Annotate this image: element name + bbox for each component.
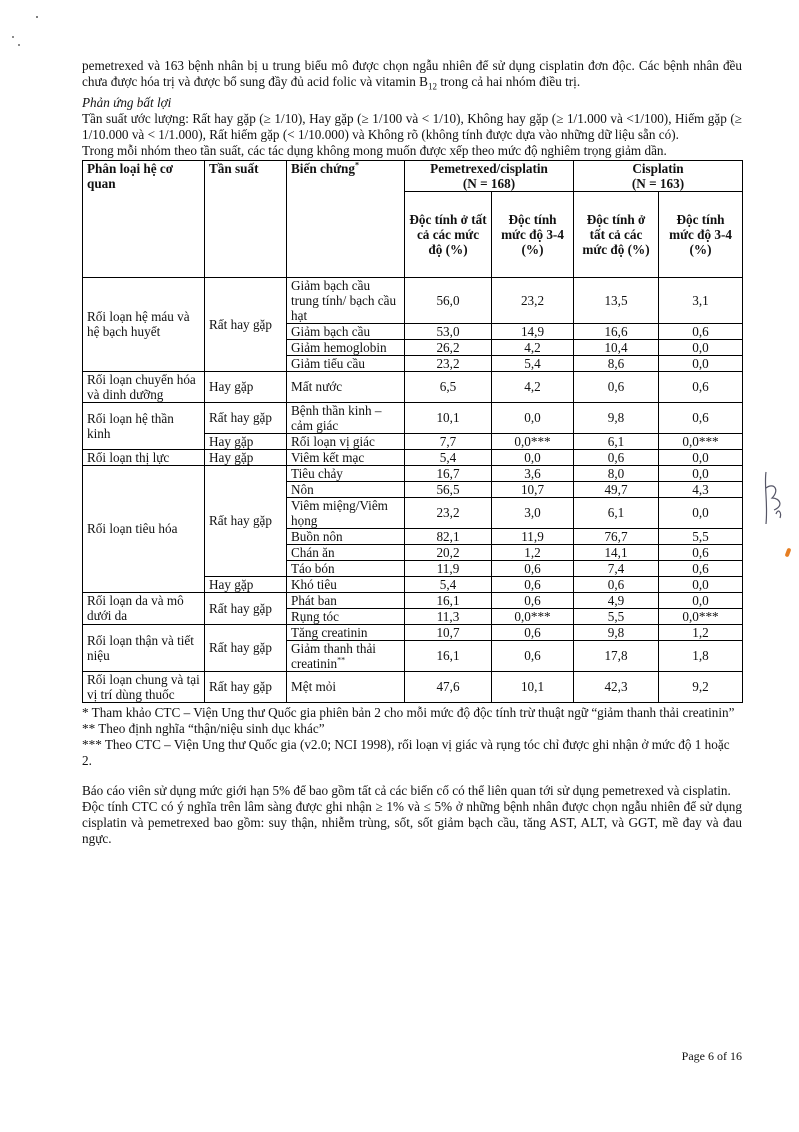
frequency-cell: Rất hay gặp: [205, 402, 287, 433]
system-cell: Rối loạn thận và tiết niệu: [83, 624, 205, 671]
header-group2-name: Cisplatin: [632, 160, 684, 176]
value-cell: 10,7: [405, 624, 492, 640]
header-event-text: Biến chứng: [291, 160, 355, 176]
value-cell: 0,6: [492, 560, 574, 576]
value-cell: 11,3: [405, 608, 492, 624]
value-cell: 23,2: [405, 497, 492, 528]
value-cell: 23,2: [492, 277, 574, 323]
value-cell: 9,8: [574, 402, 659, 433]
table-row: [83, 592, 743, 608]
value-cell: 0,6: [659, 371, 743, 402]
value-cell: 20,2: [405, 544, 492, 560]
value-cell: 3,1: [659, 277, 743, 323]
value-cell: 14,1: [574, 544, 659, 560]
value-cell: 0,0: [659, 465, 743, 481]
value-cell: 56,0: [405, 277, 492, 323]
footnote-3: *** Theo CTC – Viện Ung thư Quốc gia (v2.0; NCI 1998), rối loạn vị giác và rụng tóc chỉ được ghi nhận ở mức độ 1 hoặc 2.: [82, 736, 730, 768]
value-cell: 0,0***: [659, 608, 743, 624]
value-cell: 0,0: [659, 592, 743, 608]
value-cell: 6,5: [405, 371, 492, 402]
frequency-cell: Rất hay gặp: [205, 277, 287, 371]
value-cell: 13,5: [574, 277, 659, 323]
intro-subscript: 12: [427, 81, 437, 92]
value-cell: 14,9: [492, 323, 574, 339]
value-cell: 16,1: [405, 640, 492, 671]
header-frequency: Tần suất: [205, 160, 287, 277]
event-cell: Viêm kết mạc: [287, 449, 405, 465]
header-group1-n: (N = 168): [462, 175, 516, 191]
value-cell: 49,7: [574, 481, 659, 497]
event-cell: Giảm hemoglobin: [287, 339, 405, 355]
value-cell: 82,1: [405, 528, 492, 544]
table-row: [83, 465, 743, 481]
header-group1-name: Pemetrexed/cisplatin: [430, 160, 548, 176]
event-cell: [287, 640, 405, 671]
value-cell: 17,8: [574, 640, 659, 671]
ink-mark: [785, 548, 792, 558]
document-page: [82, 58, 742, 1063]
header-event: [287, 160, 405, 277]
value-cell: 7,7: [405, 433, 492, 449]
table-row: [83, 671, 743, 702]
table-row: [83, 449, 743, 465]
value-cell: 5,4: [492, 355, 574, 371]
value-cell: 0,6: [574, 449, 659, 465]
value-cell: 8,6: [574, 355, 659, 371]
order-paragraph: Trong mỗi nhóm theo tần suất, các tác dụng không mong muốn được xếp theo mức độ nghiêm trọng giảm dần.: [82, 142, 667, 158]
table-footnotes: [82, 705, 742, 769]
header-all-grades-1: Độc tính ở tất cả các mức độ (%): [405, 191, 492, 277]
event-cell: Giảm bạch cầu trung tính/ bạch cầu hạt: [287, 277, 405, 323]
event-sup: **: [337, 655, 346, 665]
value-cell: 42,3: [574, 671, 659, 702]
value-cell: 5,4: [405, 576, 492, 592]
value-cell: 76,7: [574, 528, 659, 544]
value-cell: 47,6: [405, 671, 492, 702]
frequency-cell: Hay gặp: [205, 433, 287, 449]
value-cell: 0,0: [659, 497, 743, 528]
event-cell: Phát ban: [287, 592, 405, 608]
system-cell: Rối loạn chung và tại vị trí dùng thuốc: [83, 671, 205, 702]
value-cell: 3,0: [492, 497, 574, 528]
value-cell: 0,0: [492, 449, 574, 465]
handwritten-signature: [760, 468, 788, 528]
header-event-sup: *: [354, 160, 359, 170]
value-cell: 10,7: [492, 481, 574, 497]
value-cell: 0,6: [659, 544, 743, 560]
value-cell: 5,5: [659, 528, 743, 544]
value-cell: 0,0: [492, 402, 574, 433]
value-cell: 0,0***: [492, 608, 574, 624]
table-row: [83, 624, 743, 640]
event-cell: Buồn nôn: [287, 528, 405, 544]
value-cell: 0,6: [492, 640, 574, 671]
header-system: Phân loại hệ cơ quan: [83, 160, 205, 277]
event-cell: Mệt mỏi: [287, 671, 405, 702]
event-cell: Giảm tiểu cầu: [287, 355, 405, 371]
footnote-1: * Tham khảo CTC – Viện Ung thư Quốc gia phiên bản 2 cho mỗi mức độ độc tính trừ thuật ngữ “giảm thanh thải creatinin”: [82, 704, 735, 720]
value-cell: 10,4: [574, 339, 659, 355]
value-cell: 0,6: [574, 576, 659, 592]
system-cell: Rối loạn tiêu hóa: [83, 465, 205, 592]
adverse-events-table: [82, 160, 743, 703]
value-cell: 0,0: [659, 355, 743, 371]
system-cell: Rối loạn da và mô dưới da: [83, 592, 205, 624]
event-cell: Chán ăn: [287, 544, 405, 560]
header-group-cisplatin: [574, 160, 743, 191]
value-cell: 1,2: [492, 544, 574, 560]
event-cell: Tăng creatinin: [287, 624, 405, 640]
value-cell: 0,6: [492, 624, 574, 640]
page-number: Page 6 of 16: [681, 1049, 742, 1063]
system-cell: Rối loạn thị lực: [83, 449, 205, 465]
value-cell: 9,2: [659, 671, 743, 702]
event-cell: Viêm miệng/Viêm họng: [287, 497, 405, 528]
frequency-cell: Rất hay gặp: [205, 671, 287, 702]
frequency-cell: Hay gặp: [205, 576, 287, 592]
value-cell: 0,6: [492, 592, 574, 608]
event-cell: Khó tiêu: [287, 576, 405, 592]
value-cell: 0,0: [659, 576, 743, 592]
value-cell: 5,4: [405, 449, 492, 465]
event-cell: Mất nước: [287, 371, 405, 402]
event-cell: Tiêu chảy: [287, 465, 405, 481]
value-cell: 1,2: [659, 624, 743, 640]
scan-dot: [36, 16, 38, 18]
frequency-cell: Rất hay gặp: [205, 592, 287, 624]
frequency-cell: Rất hay gặp: [205, 624, 287, 671]
header-all-grades-2: Độc tính ở tất cả các mức độ (%): [574, 191, 659, 277]
value-cell: 4,3: [659, 481, 743, 497]
scan-dot: [18, 44, 20, 46]
value-cell: 0,0***: [492, 433, 574, 449]
value-cell: 53,0: [405, 323, 492, 339]
system-cell: Rối loạn chuyển hóa và dinh dưỡng: [83, 371, 205, 402]
event-cell: Rụng tóc: [287, 608, 405, 624]
table-row: [83, 402, 743, 433]
value-cell: 4,9: [574, 592, 659, 608]
section-heading: Phản ứng bất lợi: [82, 94, 172, 110]
frequency-cell: Rất hay gặp: [205, 465, 287, 576]
value-cell: 0,6: [659, 323, 743, 339]
value-cell: 8,0: [574, 465, 659, 481]
closing-paragraph-2: Độc tính CTC có ý nghĩa trên lâm sàng được ghi nhận ≥ 1% và ≤ 5% ở những bệnh nhân được chọn ngẫu nhiên để sử dụng cisplatin và pemetrexed bao gồm: suy thận, nhiễm trùng, sốt, sốt giảm bạch cầu, tăng AST, ALT, và GGT, mề đay và đau ngực.: [82, 798, 742, 846]
closing-paragraph-1: Báo cáo viên sử dụng mức giới hạn 5% để bao gồm tất cả các biến cố có thể liên quan tới sử dụng pemetrexed và cisplatin.: [82, 782, 731, 798]
value-cell: 5,5: [574, 608, 659, 624]
value-cell: 9,8: [574, 624, 659, 640]
value-cell: 0,6: [574, 371, 659, 402]
footnote-2: ** Theo định nghĩa “thận/niệu sinh dục khác”: [82, 720, 325, 736]
frequency-cell: Hay gặp: [205, 371, 287, 402]
header-grade34-2: Độc tính mức độ 3-4 (%): [659, 191, 743, 277]
event-cell: Táo bón: [287, 560, 405, 576]
intro-text: pemetrexed và 163 bệnh nhân bị u trung biểu mô được chọn ngẫu nhiên để sử dụng cisplatin đơn độc. Các bệnh nhân đều chưa được hóa trị và được bổ sung đầy đủ acid folic và vitamin B: [82, 58, 742, 89]
value-cell: 0,0***: [659, 433, 743, 449]
value-cell: 0,0: [659, 449, 743, 465]
value-cell: 0,6: [659, 560, 743, 576]
frequency-paragraph: Tần suất ước lượng: Rất hay gặp (≥ 1/10), Hay gặp (≥ 1/100 và < 1/10), Không hay gặp (≥ 1/1.000 và <1/100), Hiếm gặp (≥ 1/10.000 và < 1/1.000), Rất hiếm gặp (< 1/10.000) và Không rõ (không tính được dựa vào những dữ liệu sẵn có).: [82, 110, 742, 142]
value-cell: 26,2: [405, 339, 492, 355]
value-cell: 1,8: [659, 640, 743, 671]
value-cell: 10,1: [405, 402, 492, 433]
value-cell: 16,6: [574, 323, 659, 339]
value-cell: 10,1: [492, 671, 574, 702]
value-cell: 16,1: [405, 592, 492, 608]
system-cell: Rối loạn hệ thần kinh: [83, 402, 205, 449]
event-cell: Rối loạn vị giác: [287, 433, 405, 449]
event-text: Giảm thanh thải creatinin: [291, 640, 376, 671]
value-cell: 7,4: [574, 560, 659, 576]
event-cell: Bệnh thần kinh – cảm giác: [287, 402, 405, 433]
frequency-cell: Hay gặp: [205, 449, 287, 465]
event-cell: Giảm bạch cầu: [287, 323, 405, 339]
value-cell: 0,6: [659, 402, 743, 433]
table-row: [83, 277, 743, 323]
header-group2-n: (N = 163): [631, 175, 685, 191]
value-cell: 0,0: [659, 339, 743, 355]
table-row: [83, 371, 743, 402]
value-cell: 6,1: [574, 433, 659, 449]
header-grade34-1: Độc tính mức độ 3-4 (%): [492, 191, 574, 277]
value-cell: 23,2: [405, 355, 492, 371]
scan-dot: [12, 36, 14, 38]
value-cell: 56,5: [405, 481, 492, 497]
event-cell: Nôn: [287, 481, 405, 497]
value-cell: 6,1: [574, 497, 659, 528]
value-cell: 3,6: [492, 465, 574, 481]
intro-text-end: trong cả hai nhóm điều trị.: [436, 74, 581, 89]
value-cell: 0,6: [492, 576, 574, 592]
value-cell: 11,9: [492, 528, 574, 544]
value-cell: 11,9: [405, 560, 492, 576]
value-cell: 4,2: [492, 371, 574, 402]
value-cell: 4,2: [492, 339, 574, 355]
value-cell: 16,7: [405, 465, 492, 481]
header-group-pemetrexed: [405, 160, 574, 191]
system-cell: Rối loạn hệ máu và hệ bạch huyết: [83, 277, 205, 371]
intro-paragraph: [82, 58, 742, 95]
